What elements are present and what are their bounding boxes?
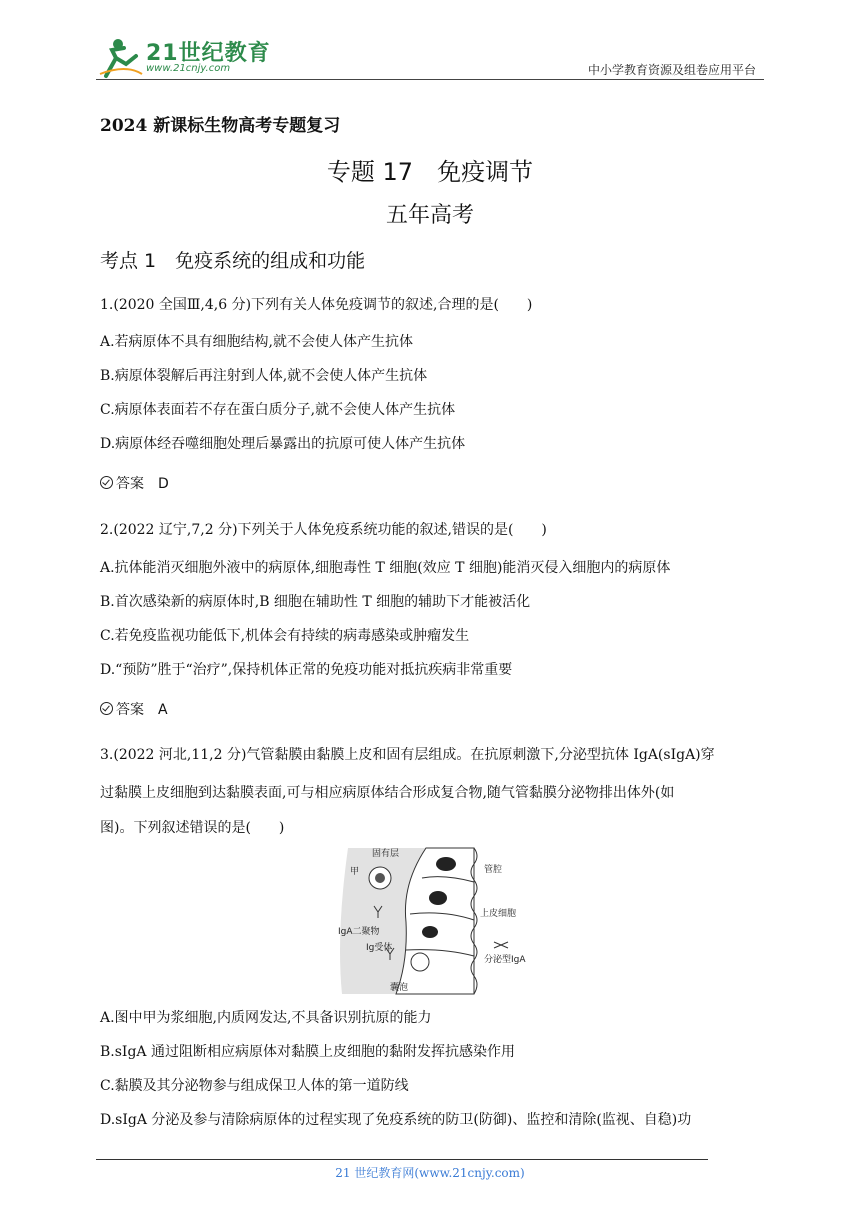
q2-option-b: B.首次感染新的病原体时,B 细胞在辅助性 T 细胞的辅助下才能被活化 xyxy=(100,594,531,610)
logo-url: www.21cnjy.com xyxy=(146,63,231,74)
q1-answer xyxy=(100,473,169,493)
vesicle xyxy=(411,953,429,971)
check-circle-icon xyxy=(100,476,113,489)
section-title: 考点 1 免疫系统的组成和功能 xyxy=(100,250,366,272)
nucleus-3 xyxy=(422,926,438,938)
q1-option-c: C.病原体表面若不存在蛋白质分子,就不会使人体产生抗体 xyxy=(100,402,456,418)
q3-option-b: B.sIgA 通过阻断相应病原体对黏膜上皮细胞的黏附发挥抗感染作用 xyxy=(100,1044,515,1060)
label-siga: 分泌型IgA xyxy=(484,955,526,965)
q2-option-c: C.若免疫监视功能低下,机体会有持续的病毒感染或肿瘤发生 xyxy=(100,628,470,644)
topic-title: 专题 17 免疫调节 xyxy=(326,158,534,186)
document-title: 2024 新课标生物高考专题复习 xyxy=(100,116,341,136)
mucosa-diagram xyxy=(334,844,546,996)
sub-heading: 五年高考 xyxy=(385,203,474,228)
q3-stem-line-3: 图)。下列叙述错误的是( ) xyxy=(100,820,285,836)
q2-option-a: A.抗体能消灭细胞外液中的病原体,细胞毒性 T 细胞(效应 T 细胞)能消灭侵入细胞内的病原体 xyxy=(100,560,671,576)
q1-option-a: A.若病原体不具有细胞结构,就不会使人体产生抗体 xyxy=(100,334,414,350)
footer-link[interactable]: 21 世纪教育网(www.21cnjy.com) xyxy=(335,1166,525,1180)
q3-stem-line-1: 3.(2022 河北,11,2 分)气管黏膜由黏膜上皮和固有层组成。在抗原刺激下,分泌型抗体 IgA(sIgA)穿 xyxy=(100,747,715,763)
footer-divider xyxy=(96,1159,708,1160)
nucleus-2 xyxy=(429,891,447,905)
header-divider xyxy=(96,79,764,80)
q2-option-d: D.“预防”胜于“治疗”,保持机体正常的免疫功能对抵抗疾病非常重要 xyxy=(100,662,513,678)
label-jia: 甲 xyxy=(350,867,360,877)
check-circle-icon xyxy=(100,702,113,715)
answer-value: D xyxy=(158,476,169,492)
q3-option-c: C.黏膜及其分泌物参与组成保卫人体的第一道防线 xyxy=(100,1078,409,1094)
label-lamina: 固有层 xyxy=(372,849,400,859)
label-vesicle: 囊泡 xyxy=(390,983,409,993)
label-ig-receptor: Ig受体 xyxy=(366,943,393,953)
q2-stem: 2.(2022 辽宁,7,2 分)下列关于人体免疫系统功能的叙述,错误的是( ) xyxy=(100,522,547,538)
label-lumen: 管腔 xyxy=(484,865,503,875)
answer-value: A xyxy=(158,702,168,718)
answer-label: 答案 xyxy=(116,702,144,718)
nucleus-1 xyxy=(436,857,456,871)
label-iga-dimer: IgA二聚物 xyxy=(338,927,380,937)
answer-label: 答案 xyxy=(116,476,144,492)
q2-answer xyxy=(100,699,168,719)
q1-option-b: B.病原体裂解后再注射到人体,就不会使人体产生抗体 xyxy=(100,368,428,384)
q3-option-d: D.sIgA 分泌及参与清除病原体的过程实现了免疫系统的防卫(防御)、监控和清除(监视、自稳)功 xyxy=(100,1112,692,1128)
platform-name: 中小学教育资源及组卷应用平台 xyxy=(587,63,756,77)
q3-option-a: A.图中甲为浆细胞,内质网发达,不具备识别抗原的能力 xyxy=(100,1010,432,1026)
q1-stem: 1.(2020 全国Ⅲ,4,6 分)下列有关人体免疫调节的叙述,合理的是( ) xyxy=(100,297,533,313)
q1-option-d: D.病原体经吞噬细胞处理后暴露出的抗原可使人体产生抗体 xyxy=(100,436,466,452)
logo-text: 21世纪教育 xyxy=(146,41,271,66)
q3-stem-line-2: 过黏膜上皮细胞到达黏膜表面,可与相应病原体结合形成复合物,随气管黏膜分泌物排出体外(如 xyxy=(100,785,675,801)
label-epithelial: 上皮细胞 xyxy=(480,909,517,919)
